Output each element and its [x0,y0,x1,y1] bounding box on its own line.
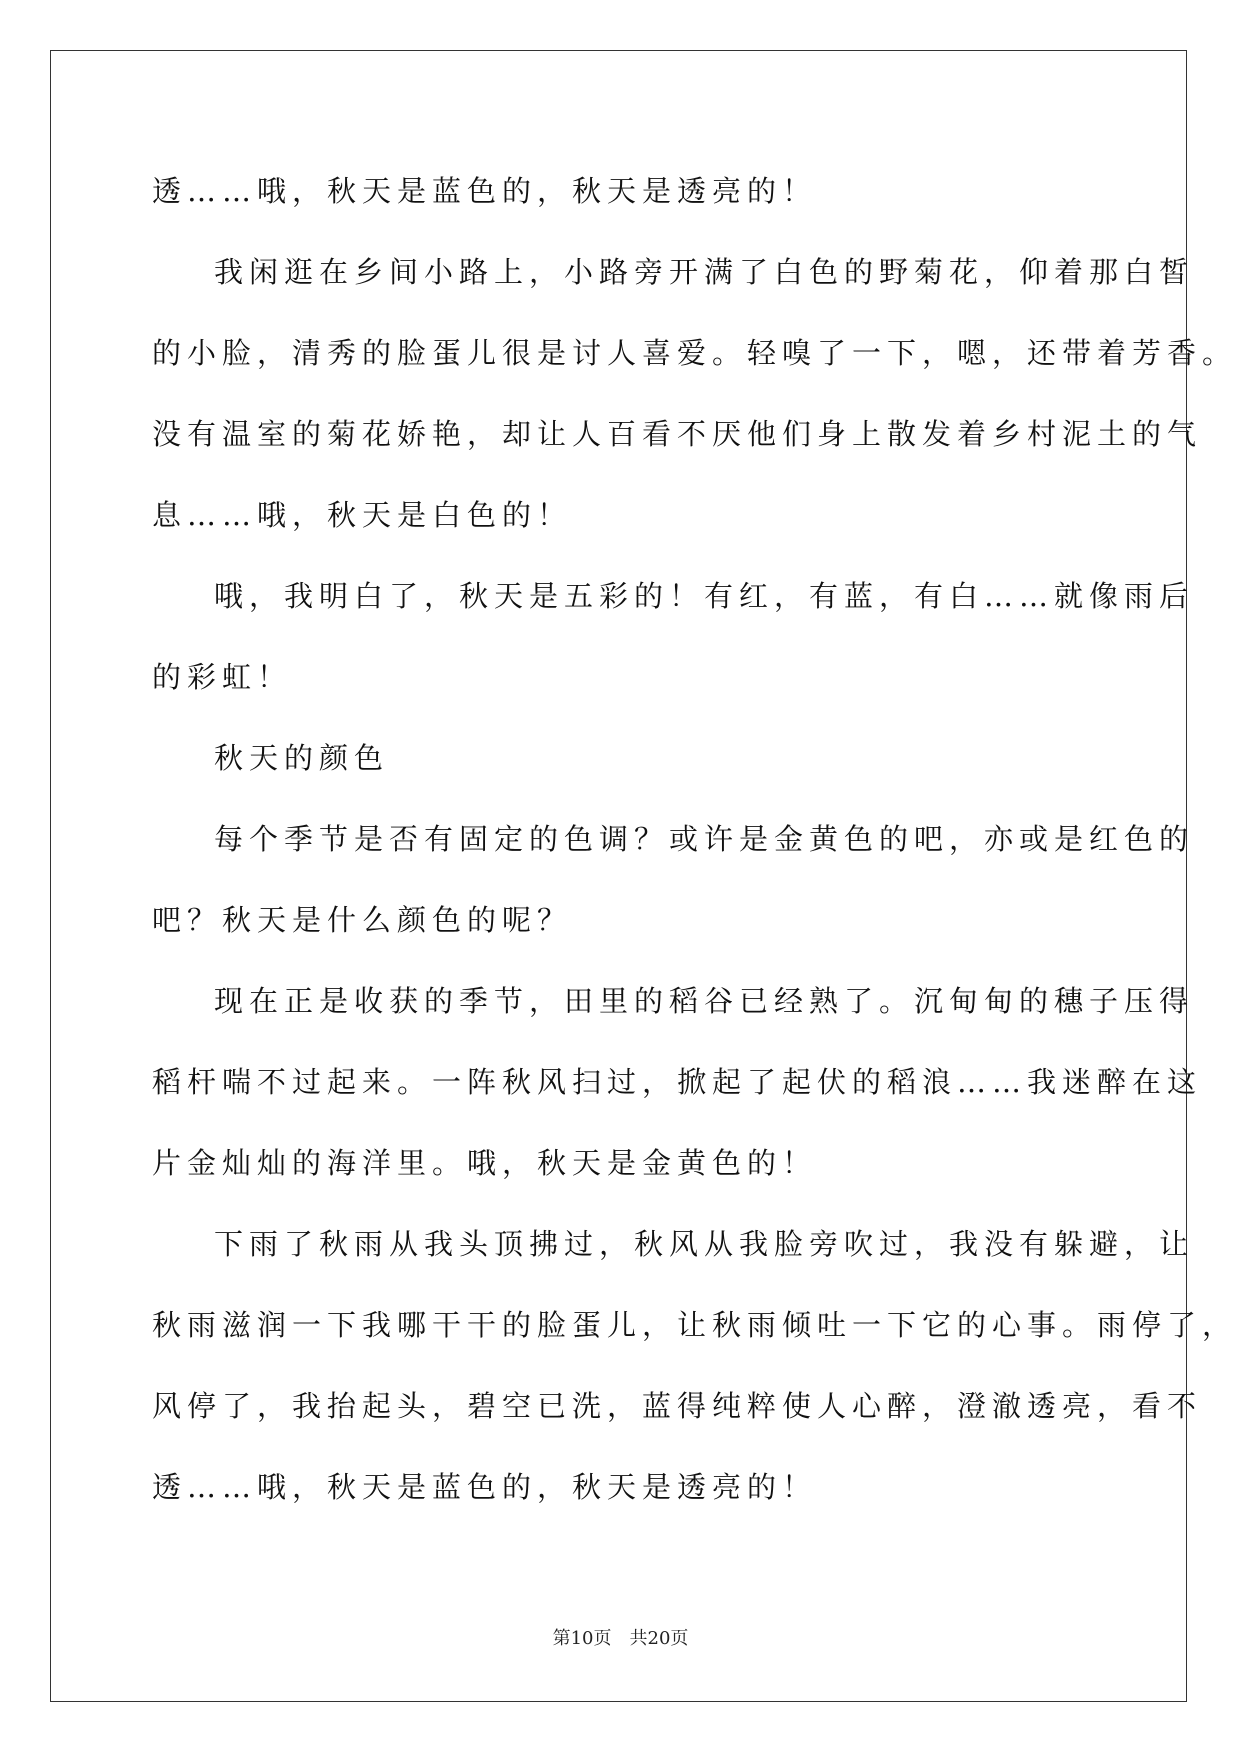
text-line: 秋雨滋润一下我哪干干的脸蛋儿，让秋雨倾吐一下它的心事。雨停了， [152,1308,1238,1342]
paragraph-first-line: 现在正是收获的季节，田里的稻谷已经熟了。沉甸甸的穗子压得 [214,984,1195,1018]
document-body [152,165,1238,1542]
text-line: 风停了，我抬起头，碧空已洗，蓝得纯粹使人心醉，澄澈透亮，看不 [152,1389,1203,1423]
text-line: 的小脸，清秀的脸蛋儿很是讨人喜爱。轻嗅了一下，嗯，还带着芳香。 [152,336,1238,370]
paragraph-first-line: 我闲逛在乡间小路上，小路旁开满了白色的野菊花，仰着那白皙 [214,255,1195,289]
text-line: 没有温室的菊花娇艳，却让人百看不厌他们身上散发着乡村泥土的气 [152,417,1203,451]
text-line: 透……哦，秋天是蓝色的，秋天是透亮的！ [152,1470,818,1504]
text-line: 透……哦，秋天是蓝色的，秋天是透亮的！ [152,174,818,208]
text-line: 息……哦，秋天是白色的！ [152,498,573,532]
text-line: 吧？秋天是什么颜色的呢？ [152,903,573,937]
paragraph-first-line: 每个季节是否有固定的色调？或许是金黄色的吧，亦或是红色的 [214,822,1195,856]
text-line: 的彩虹！ [152,660,293,694]
text-line: 片金灿灿的海洋里。哦，秋天是金黄色的！ [152,1146,818,1180]
text-line: 稻杆喘不过起来。一阵秋风扫过，掀起了起伏的稻浪……我迷醉在这 [152,1065,1203,1099]
page-number-footer: 第10页 共20页 [552,1628,689,1649]
paragraph-first-line: 哦，我明白了，秋天是五彩的！有红，有蓝，有白……就像雨后 [214,579,1195,613]
paragraph-first-line: 下雨了秋雨从我头顶拂过，秋风从我脸旁吹过，我没有躲避，让 [214,1227,1195,1261]
section-title: 秋天的颜色 [214,741,390,775]
